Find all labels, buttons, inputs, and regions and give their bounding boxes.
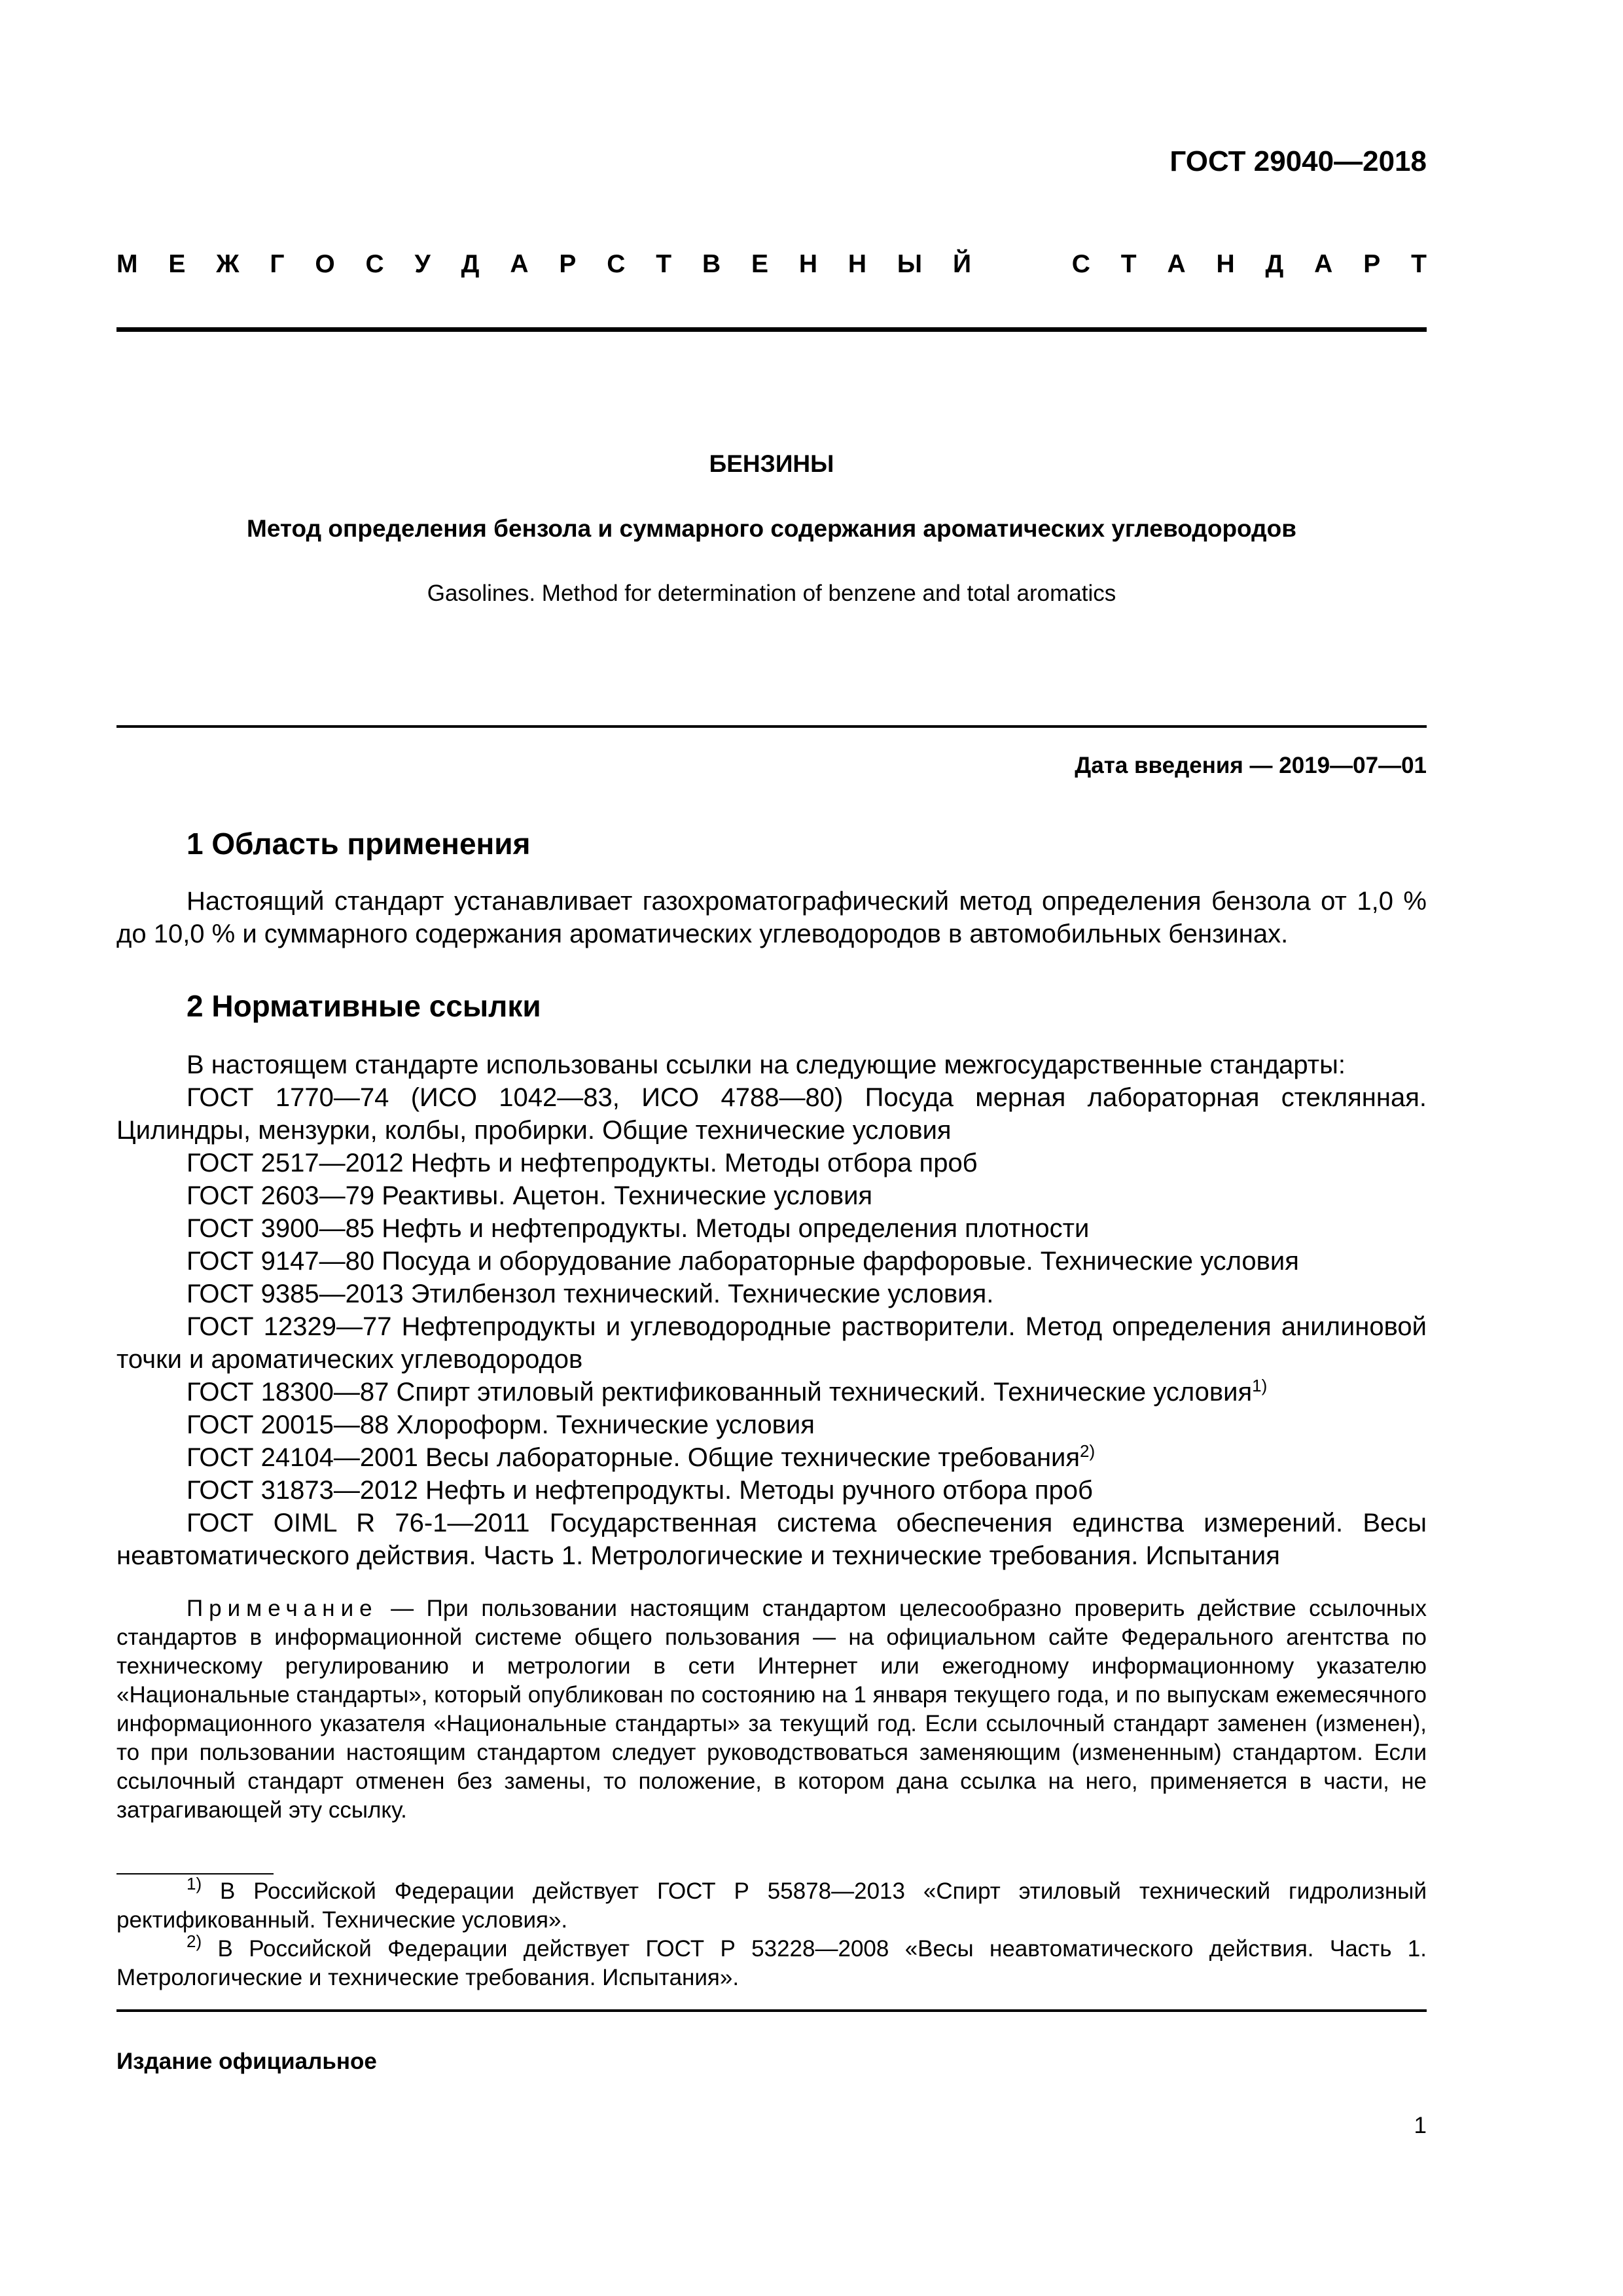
footnote-item	[116, 1931, 1427, 1992]
official-edition-label: Издание официальное	[116, 2049, 377, 2074]
heading-letter: В	[702, 250, 721, 278]
heading-letter: А	[510, 250, 529, 278]
document-title: БЕНЗИНЫ	[709, 450, 834, 477]
reference-item	[116, 1507, 1427, 1572]
reference-text: ГОСТ 31873—2012 Нефть и нефтепродукты. Методы ручного отбора проб	[187, 1476, 1093, 1505]
reference-item	[116, 1081, 1427, 1147]
heading-letter: А	[1167, 250, 1186, 278]
heading-letter: У	[414, 250, 431, 278]
footnote-item	[116, 1874, 1427, 1935]
introduction-date: Дата введения — 2019—07—01	[1075, 753, 1427, 778]
reference-item	[116, 1278, 1427, 1310]
reference-text: ГОСТ OIML R 76-1—2011 Государственная система обеспечения единства измерений. Весы неавтоматического действия. Часть 1. Метрологические и технические требования. Испытания	[116, 1509, 1427, 1570]
heading-letter: Д	[1265, 250, 1284, 278]
heading-letter: Т	[656, 250, 672, 278]
heading-letter: Н	[1216, 250, 1235, 278]
reference-item	[116, 1147, 1427, 1179]
note-label: Примечание	[187, 1596, 378, 1621]
reference-item	[116, 1408, 1427, 1441]
section-2-heading: 2 Нормативные ссылки	[187, 989, 541, 1023]
reference-text: ГОСТ 2603—79 Реактивы. Ацетон. Технические условия	[187, 1181, 873, 1210]
interstate-standard-heading	[116, 250, 1427, 279]
reference-text: ГОСТ 9385—2013 Этилбензол технический. Технические условия.	[187, 1280, 994, 1308]
heading-letter: Г	[270, 250, 285, 278]
heading-letter: М	[116, 250, 138, 278]
section-1-heading: 1 Область применения	[187, 827, 531, 861]
paragraph: Настоящий стандарт устанавливает газохроматографический метод определения бензола от 1,0 % до 10,0 % и суммарного содержания ароматических углеводородов в автомобильных бензинах.	[116, 887, 1427, 948]
heading-letter: Е	[168, 250, 186, 278]
document-subtitle: Метод определения бензола и суммарного содержания ароматических углеводородов	[247, 515, 1296, 542]
note-text: — При пользовании настоящим стандартом целесообразно проверить действие ссылочных стандартов в информационной системе общего пользования — на официальном сайте Федерального агентства по техническому регулированию и метрологии в сети Интернет или ежегодному информационному указателю «Национальные стандарты», который опубликован по состоянию на 1 января текущего года, и по выпускам ежемесячного информационного указателя «Национальные стандарты» за текущий год. Если ссылочный стандарт заменен (изменен), то при пользовании настоящим стандартом следует руководствоваться заменяющим (измененным) стандартом. Если ссылочный стандарт отменен без замены, то положение, в котором дана ссылка на него, применяется в части, не затрагивающей эту ссылку.	[116, 1596, 1427, 1823]
section-1-text	[116, 885, 1427, 950]
heading-letter: Ж	[216, 250, 240, 278]
reference-text: ГОСТ 9147—80 Посуда и оборудование лабораторные фарфоровые. Технические условия	[187, 1247, 1299, 1276]
heading-letter: Е	[751, 250, 768, 278]
heading-letter: О	[315, 250, 335, 278]
references-intro: В настоящем стандарте использованы ссылки на следующие межгосударственные стандарты:	[187, 1050, 1346, 1079]
reference-text: ГОСТ 2517—2012 Нефть и нефтепродукты. Методы отбора проб	[187, 1149, 978, 1177]
heading-letter: С	[1071, 250, 1090, 278]
reference-text: ГОСТ 3900—85 Нефть и нефтепродукты. Методы определения плотности	[187, 1214, 1090, 1243]
heading-letter: Н	[798, 250, 818, 278]
heading-letter: Р	[1363, 250, 1381, 278]
reference-item	[116, 1310, 1427, 1376]
footnotes	[116, 1874, 1427, 1992]
reference-item	[116, 1212, 1427, 1245]
reference-item	[116, 1474, 1427, 1507]
reference-text: ГОСТ 1770—74 (ИСО 1042—83, ИСО 4788—80) Посуда мерная лабораторная стеклянная. Цилиндры, мензурки, колбы, пробирки. Общие технические условия	[116, 1083, 1427, 1145]
heading-letter: Р	[559, 250, 577, 278]
reference-item	[116, 1376, 1427, 1408]
reference-text: ГОСТ 20015—88 Хлороформ. Технические условия	[187, 1410, 815, 1439]
document-code: ГОСТ 29040—2018	[1169, 145, 1427, 177]
footnote-text: В Российской Федерации действует ГОСТ Р 55878—2013 «Спирт этиловый технический гидролизный ректификованный. Технические условия».	[116, 1878, 1427, 1933]
heading-letter: Й	[952, 250, 971, 278]
heading-letter: Ы	[897, 250, 923, 278]
footnote-text: В Российской Федерации действует ГОСТ Р 53228—2008 «Весы неавтоматического действия. Часть 1. Метрологические и технические требования. Испытания».	[116, 1936, 1427, 1990]
reference-item	[116, 1245, 1427, 1278]
footnote-mark: 2)	[187, 1931, 202, 1951]
title-divider	[116, 725, 1427, 728]
reference-text: ГОСТ 12329—77 Нефтепродукты и углеводородные растворители. Метод определения анилиновой точки и ароматических углеводородов	[116, 1312, 1427, 1374]
note-block	[116, 1594, 1427, 1825]
heading-letter: А	[1314, 250, 1333, 278]
footer-divider	[116, 2009, 1427, 2012]
reference-item	[116, 1179, 1427, 1212]
english-title: Gasolines. Method for determination of benzene and total aromatics	[427, 581, 1116, 606]
footnote-marker: 2)	[1080, 1441, 1096, 1461]
word-gap	[1002, 250, 1041, 279]
heading-letter: С	[365, 250, 384, 278]
footnote-marker: 1)	[1252, 1376, 1268, 1395]
reference-text: ГОСТ 24104—2001 Весы лабораторные. Общие технические требования	[187, 1443, 1080, 1472]
heading-letter: Д	[461, 250, 480, 278]
heading-letter: Т	[1411, 250, 1427, 278]
header-divider	[116, 327, 1427, 332]
reference-text: ГОСТ 18300—87 Спирт этиловый ректификованный технический. Технические условия	[187, 1378, 1253, 1407]
heading-letter: Т	[1120, 250, 1137, 278]
footnote-mark: 1)	[187, 1874, 202, 1893]
heading-letter: Н	[847, 250, 867, 278]
reference-item	[116, 1441, 1427, 1474]
normative-references	[116, 1049, 1427, 1572]
page-number: 1	[1414, 2113, 1427, 2138]
heading-letter: С	[607, 250, 626, 278]
